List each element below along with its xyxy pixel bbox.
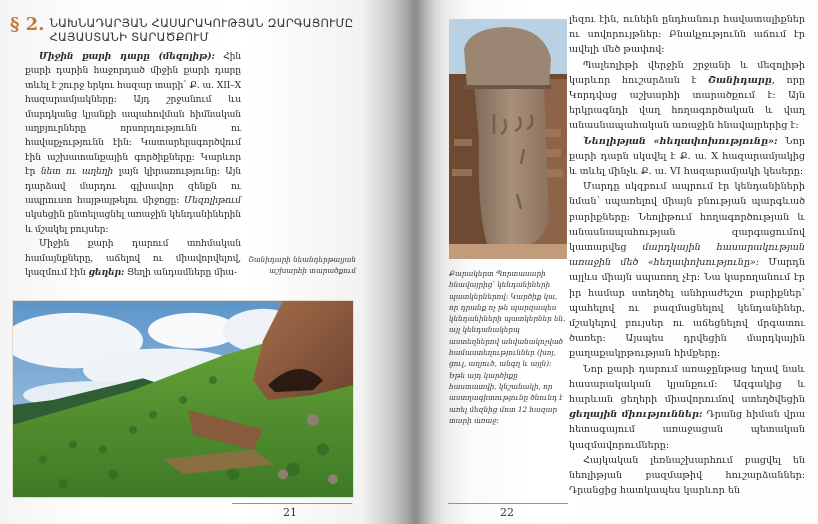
carved-stone-stele-photo (449, 19, 567, 259)
paragraph-lead: Նեոլիթյան «հեղափոխությունը»: (583, 135, 778, 147)
paragraph (569, 453, 805, 499)
emphasis-term: մարդկային հասարակության առաջին մեծ «հեղափոխությունը»: (569, 242, 805, 269)
section-heading-line2: ՀԱՅԱՍՏԱՆԻ ՏԱՐԱԾՔՈՒՄ (49, 30, 209, 44)
bold-term: ցեղային միություններ: (569, 409, 703, 421)
left-body-text (25, 50, 241, 281)
paragraph-lead: Միջին քարի դարը (մեզոլիթ): (39, 51, 215, 62)
cave-photo-caption: Շանիդարի նեանդերթալյան աշխարհի տարածքում (248, 255, 356, 275)
bold-term: Շանիդարը (707, 74, 772, 86)
paragraph (569, 362, 805, 453)
paragraph (25, 50, 241, 237)
paragraph-text: Դրանց հիման վրա հետագայում առաջացան պետական կազմավորումները: (569, 409, 805, 451)
paragraph-text: , որը Կորդվաց աշխարհի տարածքում է: Այն երկրագնդի վաղ հողագործական և վաղ անասնապահական առաջին հնավայրերից է: (569, 74, 805, 132)
page-number: 22 (500, 506, 514, 519)
paragraph (569, 179, 805, 361)
paragraph-text: Մարդը սկզբում ապրում էր կենդանիների նման՝ սպառելով միայն բնության պարգևած բարիքները: Նեոլիթում հողագործության և անասնապահության զարգացումով կատարվեց (569, 181, 805, 254)
paragraph (569, 134, 805, 180)
paragraph-text: Հին քարի դարին հաջորդած միջին քարի դարը տևել է շուրջ երկու հազար տարի՝ Ք. ա. XII–X հազարամյակները: Այդ շրջանում ևս մարդկանց կյանքի ապահովման հիմնական աղբյուրները որսորդությունն ու հավաքչությունն էին: Կատարելագործվում էին աշխատանքային գործիքները: Կարևոր էր (25, 51, 241, 178)
paragraph-text: Նոր քարի դարն սկսվել է Ք. ա. X հազարամյակից և տևել մինչև Ք. ա. VI հազարամյակի կեսերը: (569, 135, 805, 178)
cave-landscape-image (13, 301, 353, 497)
bold-term: ցեղեր: (88, 267, 125, 279)
footer-rule (448, 503, 568, 504)
paragraph-text: Հայկական լեռնաշխարհում բացվել են նեոլիթյան բազմաթիվ հուշարձաններ: Դրանցից հատկապես կարևոր են (569, 454, 805, 497)
paragraph (569, 12, 805, 58)
paragraph-text: Նոր քարի դարում առաջընթաց եղավ նաև հասարակական կյանքում: Ազգակից և հարևան ցեղերի միավորումով ստեղծվեցին (569, 363, 805, 406)
section-number: § 2. (10, 14, 45, 35)
stele-image (449, 19, 567, 259)
section-heading-line1: ՆԱԽՆԱԴԱՐՅԱՆ ՀԱՍԱՐԱԿՈՒԹՅԱՆ ԶԱՐԳԱՑՈՒՄԸ (49, 16, 354, 30)
cave-hillside-photo (12, 300, 354, 498)
right-body-text (569, 12, 805, 499)
paragraph-text: Պալեոլիթի վերջին շրջանի և մեզոլիթի կարևոր հուշարձան է (569, 59, 805, 86)
paragraph-text: Ցեղի անդամները միա- (124, 267, 237, 279)
footer-rule (232, 503, 352, 504)
paragraph-text: Միջին քարի դարում տոհմական համայնքները, աճելով ու միավորվելով, կազմում էին (25, 238, 241, 279)
section-heading (50, 16, 354, 44)
page-number: 21 (283, 506, 297, 519)
emphasis-term: նետ ու աղեղի (40, 166, 114, 178)
emphasis-term: Մեզոլիթում (183, 195, 241, 207)
section-title (10, 14, 370, 44)
paragraph-text: լայն կիրառությունը: Այն դարձավ մարդու գլխավոր զենքն ու ապրուստ հայթայթելու միջոցը: (25, 166, 241, 207)
stele-photo-caption: Քարակերտ Պորտասարի հնավայրից՝ կենդանիների պատկերներով: Կարծիք կա, որ դրանք ոչ թե պարզապես կենդանիների պատկերներ են, այլ կենդանակերպ աստեղներով անվանակոչված համաստեղություններ (խոյ, ցուլ, աղյուծ, անգղ և այլն): Եթե այդ կարծիքը հաստատվի, կնշանակի, որ աստղագիտությունը ծնունդ է առել մեզնից մոտ 12 հազար տարի առաջ: (449, 269, 566, 425)
paragraph-text: Մարդն այլևս միայն սպառող չէր: Նա կարողանում էր իր համար ստեղծել անհրաժեշտ բարիքներ՝ պահելով ու բազմացնելով կենդանիներ, մշակելով բույսեր ու աճեցնելով մրգատու ծառեր: Այսպես դրվեցին մարդկային քաղաքակրթության հիմքերը: (569, 257, 805, 360)
paragraph (25, 237, 241, 280)
paragraph-text: լեզու էին, ունեին ընդհանուր հավատալիքներ ու սովորույթներ: Բնակչությունն աճում էր ավելի մեծ թափով: (569, 14, 805, 56)
paragraph-text: սկսեցին ընտելացնել առաջին կենդանիներին և մշակել բույսեր: (25, 209, 241, 235)
paragraph (569, 58, 805, 134)
